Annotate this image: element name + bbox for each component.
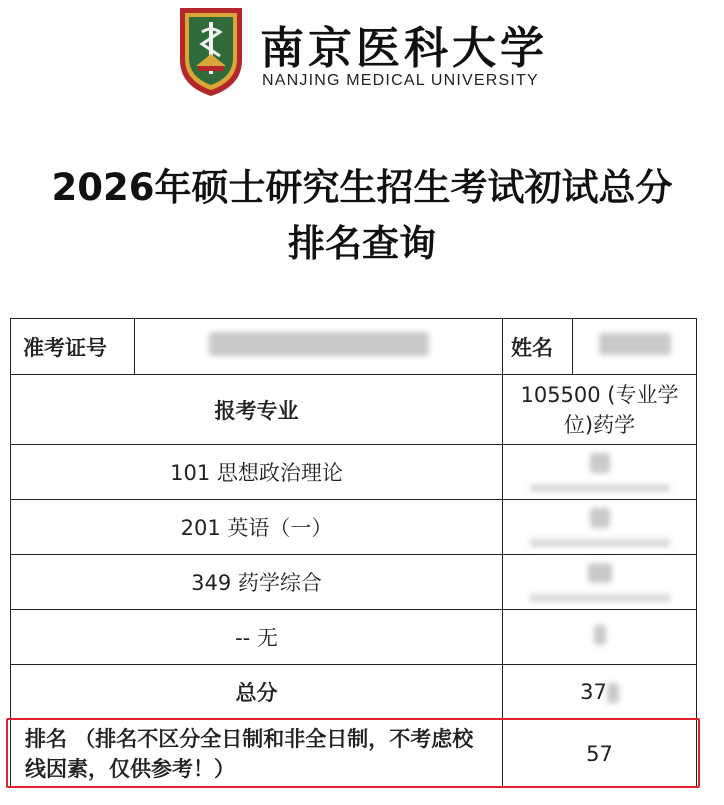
table-row-subject [11,500,697,555]
table-row-subject [11,555,697,610]
total-label: 总分 [11,665,503,720]
name-label: 姓名 [503,319,573,375]
table-row-subject [11,610,697,665]
subject-label: 201 英语（一） [11,500,503,555]
table-row-total [11,665,697,720]
subject-score-redacted [503,555,697,610]
subject-score-redacted [503,610,697,665]
total-value-visible: 37 [580,680,607,704]
table-row-subject [11,445,697,500]
subject-score-redacted [503,500,697,555]
university-seal-icon [176,4,246,100]
major-value: 105500 (专业学位)药学 [503,375,697,445]
exam-id-label: 准考证号 [11,319,135,375]
score-result-table [10,318,697,788]
subject-score-redacted [503,445,697,500]
table-row-major [11,375,697,445]
total-value [503,665,697,720]
name-value-redacted [573,319,697,375]
subject-label: 101 思想政治理论 [11,445,503,500]
university-header [176,4,556,104]
rank-value: 57 [503,720,697,788]
rank-label: 排名 （排名不区分全日制和非全日制，不考虑校线因素，仅供参考！） [11,720,503,788]
subject-label: -- 无 [11,610,503,665]
exam-id-value-redacted [135,319,503,375]
subject-label: 349 药学综合 [11,555,503,610]
major-label: 报考专业 [11,375,503,445]
page-title: 2026年硕士研究生招生考试初试总分排名查询 [51,166,673,265]
table-row-exam-id [11,319,697,375]
table-row-rank [11,720,697,788]
university-name-cn: 南京医科大学 [260,23,548,74]
university-name-en: NANJING MEDICAL UNIVERSITY [262,72,539,89]
